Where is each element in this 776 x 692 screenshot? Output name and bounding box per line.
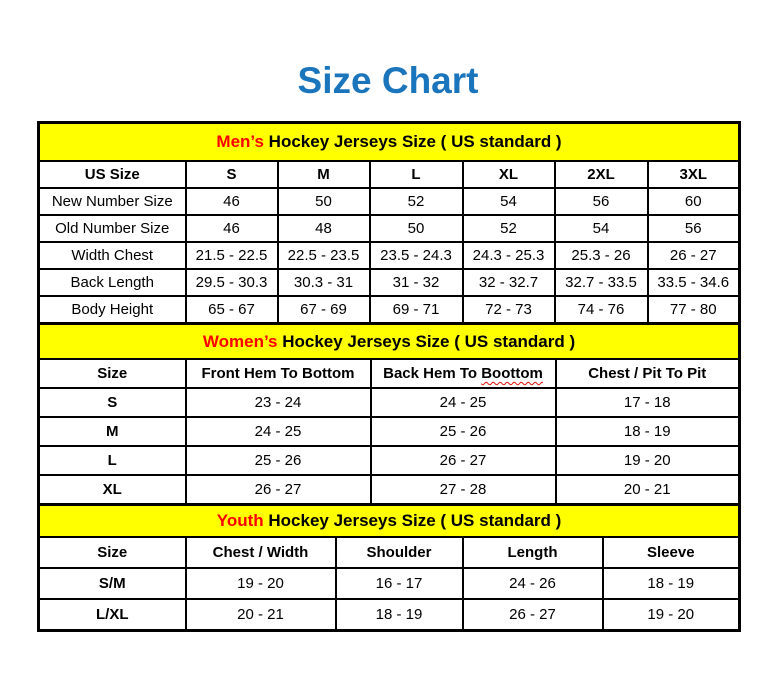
youth-size-table [37,503,741,632]
mens-row-label: New Number Size [39,188,186,215]
youth-data-cell: 16 - 17 [336,568,463,599]
mens-data-cell: 21.5 - 22.5 [186,242,278,269]
mens-data-cell: 65 - 67 [186,296,278,324]
youth-header-row [39,537,740,568]
mens-data-cell: 74 - 76 [555,296,648,324]
mens-banner-row [39,123,740,162]
mens-data-cell: 56 [555,188,648,215]
mens-data-cell: 52 [463,215,555,242]
mens-data-cell: 60 [648,188,740,215]
mens-data-cell: 50 [370,215,463,242]
youth-data-cell: 18 - 19 [336,599,463,631]
mens-data-cell: 46 [186,188,278,215]
mens-column-header: 2XL [555,161,648,188]
mens-row-label: Old Number Size [39,215,186,242]
womens-size-table [37,322,741,506]
womens-banner-row [39,324,740,360]
mens-data-cell: 56 [648,215,740,242]
mens-data-cell: 32 - 32.7 [463,269,555,296]
mens-column-header: XL [463,161,555,188]
mens-table-row [39,188,740,215]
mens-row-label: Body Height [39,296,186,324]
mens-data-cell: 23.5 - 24.3 [370,242,463,269]
mens-data-cell: 31 - 32 [370,269,463,296]
misspelled-word: Boottom [481,365,543,382]
womens-row-label: M [39,417,186,446]
mens-data-cell: 52 [370,188,463,215]
mens-data-cell: 30.3 - 31 [278,269,370,296]
youth-section-banner [39,505,740,538]
youth-data-cell: 26 - 27 [463,599,603,631]
mens-table-row [39,269,740,296]
womens-table-row [39,475,740,505]
womens-data-cell: 17 - 18 [556,388,740,417]
mens-table-row [39,215,740,242]
mens-data-cell: 22.5 - 23.5 [278,242,370,269]
mens-data-cell: 32.7 - 33.5 [555,269,648,296]
youth-column-header: Size [39,537,186,568]
womens-section-banner [39,324,740,360]
youth-column-header: Shoulder [336,537,463,568]
womens-row-label: S [39,388,186,417]
mens-banner-highlight: Men’s [216,132,264,151]
youth-table-row [39,599,740,631]
womens-data-cell: 24 - 25 [186,417,371,446]
youth-banner-row [39,505,740,538]
womens-column-header: Chest / Pit To Pit [556,359,740,388]
mens-banner-text: Hockey Jerseys Size ( US standard ) [263,132,562,151]
womens-table-row [39,388,740,417]
mens-data-cell: 72 - 73 [463,296,555,324]
womens-row-label: L [39,446,186,475]
mens-column-header: M [278,161,370,188]
womens-data-cell: 27 - 28 [371,475,556,505]
mens-column-header: L [370,161,463,188]
mens-section-banner [39,123,740,162]
mens-data-cell: 24.3 - 25.3 [463,242,555,269]
mens-column-header: US Size [39,161,186,188]
womens-table-row [39,446,740,475]
womens-data-cell: 24 - 25 [371,388,556,417]
youth-column-header: Length [463,537,603,568]
mens-data-cell: 46 [186,215,278,242]
youth-table-row [39,568,740,599]
youth-banner-highlight: Youth [216,511,264,530]
youth-column-header: Sleeve [603,537,740,568]
size-tables-container [37,121,738,632]
youth-data-cell: 19 - 20 [186,568,336,599]
womens-data-cell: 26 - 27 [371,446,556,475]
womens-data-cell: 26 - 27 [186,475,371,505]
womens-data-cell: 20 - 21 [556,475,740,505]
womens-row-label: XL [39,475,186,505]
womens-column-header: Size [39,359,186,388]
mens-data-cell: 33.5 - 34.6 [648,269,740,296]
mens-data-cell: 50 [278,188,370,215]
youth-row-label: L/XL [39,599,186,631]
womens-table-row [39,417,740,446]
header-text: Back Hem To [383,365,482,382]
youth-data-cell: 19 - 20 [603,599,740,631]
youth-data-cell: 24 - 26 [463,568,603,599]
mens-data-cell: 29.5 - 30.3 [186,269,278,296]
womens-column-header [371,359,556,388]
mens-header-row [39,161,740,188]
mens-data-cell: 26 - 27 [648,242,740,269]
mens-data-cell: 25.3 - 26 [555,242,648,269]
mens-data-cell: 77 - 80 [648,296,740,324]
womens-data-cell: 25 - 26 [186,446,371,475]
youth-data-cell: 18 - 19 [603,568,740,599]
womens-data-cell: 19 - 20 [556,446,740,475]
womens-header-row [39,359,740,388]
womens-data-cell: 18 - 19 [556,417,740,446]
mens-data-cell: 48 [278,215,370,242]
mens-data-cell: 54 [463,188,555,215]
page-title: Size Chart [297,60,479,101]
womens-data-cell: 23 - 24 [186,388,371,417]
mens-table-row [39,242,740,269]
mens-size-table [37,121,741,325]
youth-row-label: S/M [39,568,186,599]
mens-data-cell: 67 - 69 [278,296,370,324]
mens-table-row [39,296,740,324]
womens-data-cell: 25 - 26 [371,417,556,446]
womens-banner-highlight: Women’s [202,331,278,351]
womens-banner-text: Hockey Jerseys Size ( US standard ) [277,331,576,351]
mens-column-header: 3XL [648,161,740,188]
youth-banner-text: Hockey Jerseys Size ( US standard ) [263,511,562,530]
womens-column-header: Front Hem To Bottom [186,359,371,388]
mens-row-label: Back Length [39,269,186,296]
mens-data-cell: 54 [555,215,648,242]
youth-data-cell: 20 - 21 [186,599,336,631]
mens-column-header: S [186,161,278,188]
mens-row-label: Width Chest [39,242,186,269]
mens-data-cell: 69 - 71 [370,296,463,324]
youth-column-header: Chest / Width [186,537,336,568]
